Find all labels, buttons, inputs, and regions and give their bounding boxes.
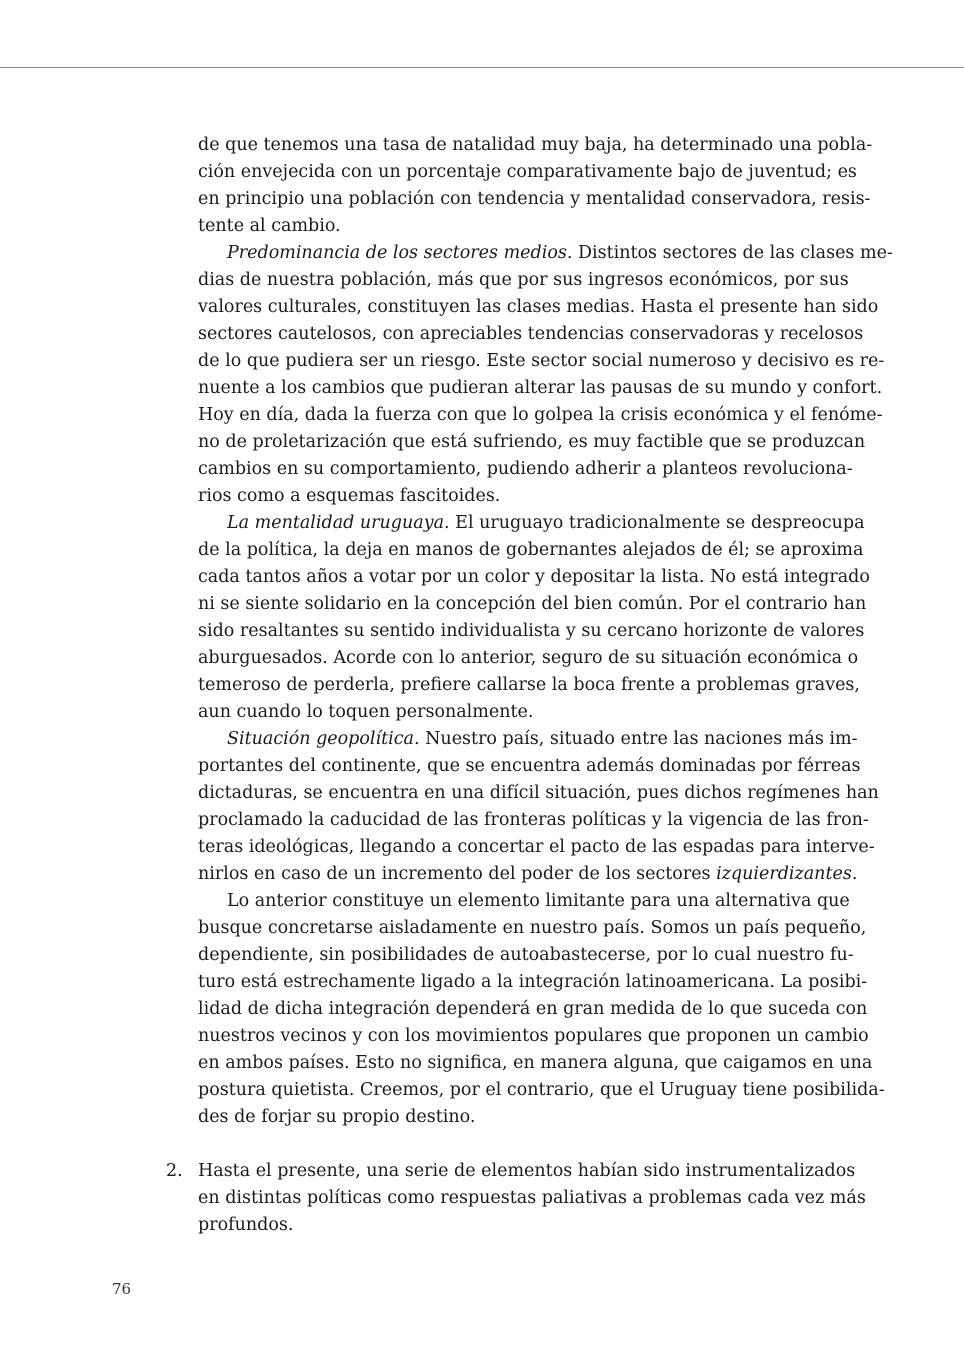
text-line	[198, 699, 840, 726]
line-text: . El uruguayo tradicionalmente se despreocupa	[444, 513, 865, 533]
text-line	[198, 942, 854, 969]
text-line	[198, 510, 865, 537]
line-text: sido resaltantes su sentido individualista y su cercano horizonte de valores	[198, 621, 865, 641]
line-text: sectores cautelosos, con apreciables tendencias conservadoras y recelosos	[198, 324, 864, 344]
section-heading: La mentalidad uruguaya	[227, 513, 445, 533]
text-line	[198, 1185, 866, 1212]
line-text: ción envejecida con un porcentaje comparativamente bajo de juventud; es	[198, 162, 857, 182]
line-text: dictaduras, se encuentra en una difícil situación, pues dichos regímenes han	[198, 783, 879, 803]
text-line	[198, 1050, 873, 1077]
text-line	[198, 348, 885, 375]
line-text: nuestros vecinos y con los movimientos populares que proponen un cambio	[198, 1026, 869, 1046]
text-line	[198, 834, 875, 861]
line-text: Hoy en día, dada la fuerza con que lo golpea la crisis económica y el fenóme-	[198, 405, 883, 425]
text-line	[198, 591, 867, 618]
list-item-text	[198, 1158, 866, 1239]
line-text: aun cuando lo toquen personalmente.	[198, 702, 534, 722]
text-line	[198, 861, 858, 888]
line-text: valores culturales, constituyen las clases medias. Hasta el presente han sido	[198, 297, 879, 317]
line-tail: .	[851, 864, 858, 884]
text-line	[198, 618, 865, 645]
line-text: profundos.	[198, 1215, 294, 1235]
text-line	[198, 672, 860, 699]
line-text: turo está estrechamente ligado a la integración latinoamericana. La posibi-	[198, 972, 868, 992]
line-text: en distintas políticas como respuestas paliativas a problemas cada vez más	[198, 1188, 866, 1208]
line-text: des de forjar su propio destino.	[198, 1107, 476, 1127]
line-text: no de proletarización que está sufriendo, es muy factible que se produzcan	[198, 432, 866, 452]
text-line	[198, 1158, 856, 1185]
text-line	[198, 213, 840, 240]
line-text: dias de nuestra población, más que por sus ingresos económicos, por sus	[198, 270, 849, 290]
list-item-2	[166, 1158, 866, 1239]
text-line	[198, 537, 864, 564]
list-number: 2.	[166, 1161, 183, 1181]
line-text: Lo anterior constituye un elemento limitante para una alternativa que	[227, 891, 850, 911]
text-line	[198, 1023, 869, 1050]
line-text: cada tantos años a votar por un color y depositar la lista. No está integrado	[198, 567, 870, 587]
line-text: en principio una población con tendencia y mentalidad conservadora, resis-	[198, 189, 871, 209]
text-line	[198, 240, 893, 267]
line-text: aburguesados. Acorde con lo anterior, seguro de su situación económica o	[198, 648, 859, 668]
line-text: . Distintos sectores de las clases me-	[566, 243, 893, 263]
text-line	[198, 456, 853, 483]
text-line	[198, 402, 883, 429]
line-text: dependiente, sin posibilidades de autoabastecerse, por lo cual nuestro fu-	[198, 945, 854, 965]
text-line	[198, 1077, 885, 1104]
line-text: busque concretarse aisladamente en nuestro país. Somos un país pequeño,	[198, 918, 867, 938]
text-line	[198, 483, 840, 510]
text-line	[198, 807, 869, 834]
line-text: teras ideológicas, llegando a concertar el pacto de las espadas para interve-	[198, 837, 875, 857]
text-line	[198, 780, 879, 807]
text-line	[198, 996, 868, 1023]
line-text: nirlos en caso de un incremento del poder de los sectores	[198, 864, 717, 884]
text-line	[198, 267, 849, 294]
text-line	[198, 132, 873, 159]
line-text: de que tenemos una tasa de natalidad muy baja, ha determinado una pobla-	[198, 135, 873, 155]
line-text: en ambos países. Esto no significa, en manera alguna, que caigamos en una	[198, 1053, 873, 1073]
text-line	[198, 969, 868, 996]
line-text: de la política, la deja en manos de gobernantes alejados de él; se aproxima	[198, 540, 864, 560]
line-text: . Nuestro país, situado entre las naciones más im-	[413, 729, 858, 749]
text-line	[198, 186, 871, 213]
text-line	[198, 564, 870, 591]
line-text: rios como a esquemas fascitoides.	[198, 486, 501, 506]
text-line	[198, 321, 864, 348]
section-heading: Situación geopolítica	[227, 729, 414, 749]
line-text: Hasta el presente, una serie de elementos habían sido instrumentalizados	[198, 1161, 856, 1181]
line-text: de lo que pudiera ser un riesgo. Este sector social numeroso y decisivo es re-	[198, 351, 885, 371]
text-line	[198, 294, 879, 321]
text-line	[198, 1104, 840, 1131]
line-text: portantes del continente, que se encuentra además dominadas por férreas	[198, 756, 861, 776]
body-text	[198, 132, 893, 1131]
text-line	[198, 645, 859, 672]
line-text: postura quietista. Creemos, por el contrario, que el Uruguay tiene posibilida-	[198, 1080, 885, 1100]
section-heading: Predominancia de los sectores medios	[227, 243, 567, 263]
text-line	[198, 726, 858, 753]
text-line	[198, 159, 857, 186]
line-text: temeroso de perderla, prefiere callarse la boca frente a problemas graves,	[198, 675, 860, 695]
text-line	[198, 753, 861, 780]
line-text: lidad de dicha integración dependerá en gran medida de lo que suceda con	[198, 999, 868, 1019]
line-text: proclamado la caducidad de las fronteras políticas y la vigencia de las fron-	[198, 810, 869, 830]
line-text: cambios en su comportamiento, pudiendo adherir a planteos revoluciona-	[198, 459, 853, 479]
text-line	[198, 915, 867, 942]
line-text: nuente a los cambios que pudieran alterar las pausas de su mundo y confort.	[198, 378, 883, 398]
page-number: 76	[112, 1280, 132, 1298]
text-line	[198, 888, 850, 915]
text-line	[198, 1212, 840, 1239]
text-line	[198, 429, 866, 456]
line-text: tente al cambio.	[198, 216, 341, 236]
emphasis-text: izquierdizantes	[716, 864, 852, 884]
header-rule	[0, 67, 964, 68]
line-text: ni se siente solidario en la concepción del bien común. Por el contrario han	[198, 594, 867, 614]
text-line	[198, 375, 883, 402]
